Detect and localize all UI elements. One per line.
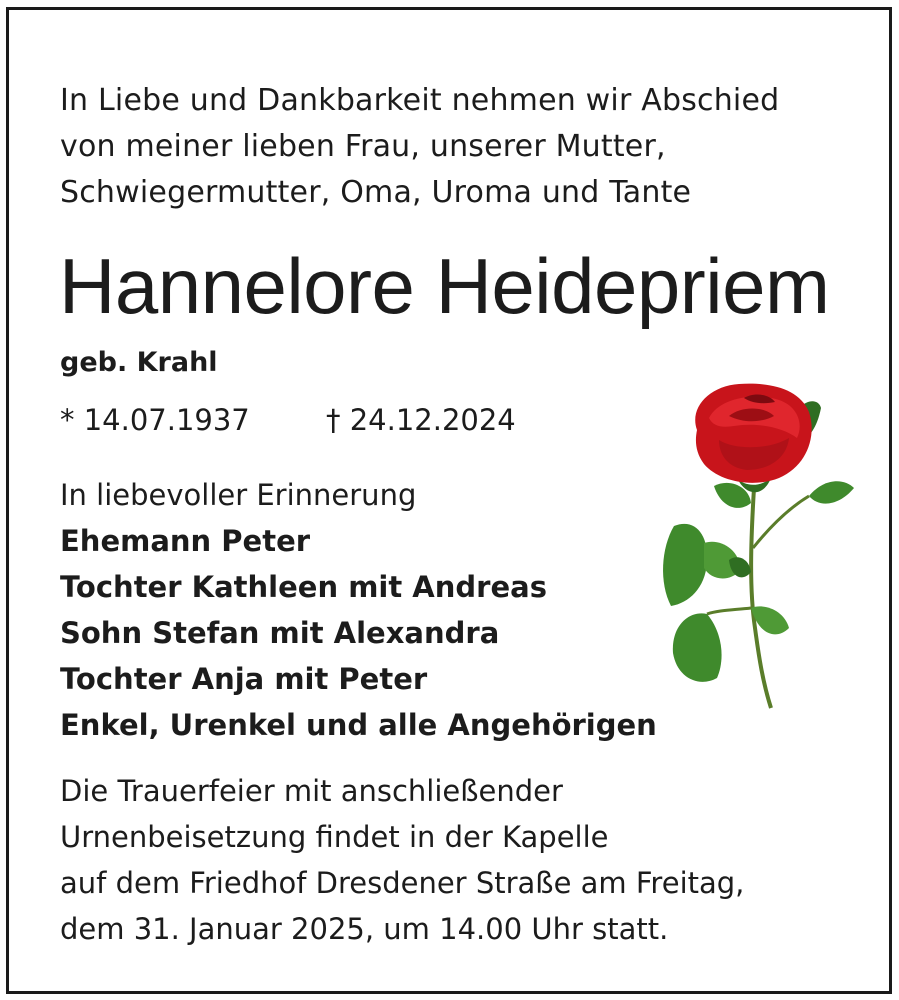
mourner-line: Sohn Stefan mit Alexandra <box>60 616 500 650</box>
obituary-frame <box>6 7 892 994</box>
birth-date: * 14.07.1937 <box>60 403 250 437</box>
life-dates <box>60 400 516 440</box>
mourner-line: Enkel, Urenkel und alle Angehörigen <box>60 708 657 742</box>
mourner-line: Tochter Anja mit Peter <box>60 662 428 696</box>
intro-line: Schwiegermutter, Oma, Uroma und Tante <box>60 175 692 210</box>
intro-text <box>60 78 779 216</box>
mourner-line: Ehemann Peter <box>60 524 311 558</box>
red-rose-icon <box>659 378 859 718</box>
service-line: auf dem Friedhof Dresdener Straße am Freitag, <box>60 866 745 900</box>
death-date: † 24.12.2024 <box>326 403 516 437</box>
intro-line: In Liebe und Dankbarkeit nehmen wir Abschied <box>60 83 780 118</box>
memory-heading: In liebevoller Erinnerung <box>60 478 417 512</box>
service-line: Die Trauerfeier mit anschließender <box>60 774 563 808</box>
service-line: dem 31. Januar 2025, um 14.00 Uhr statt. <box>60 912 669 946</box>
funeral-service-text <box>60 768 744 952</box>
deceased-name: Hannelore Heidepriem <box>59 242 830 330</box>
mourner-line: Tochter Kathleen mit Andreas <box>60 570 547 604</box>
mourners-list <box>60 472 657 748</box>
service-line: Urnenbeisetzung findet in der Kapelle <box>60 820 609 854</box>
intro-line: von meiner lieben Frau, unserer Mutter, <box>60 129 666 164</box>
birth-name: geb. Krahl <box>60 347 218 378</box>
